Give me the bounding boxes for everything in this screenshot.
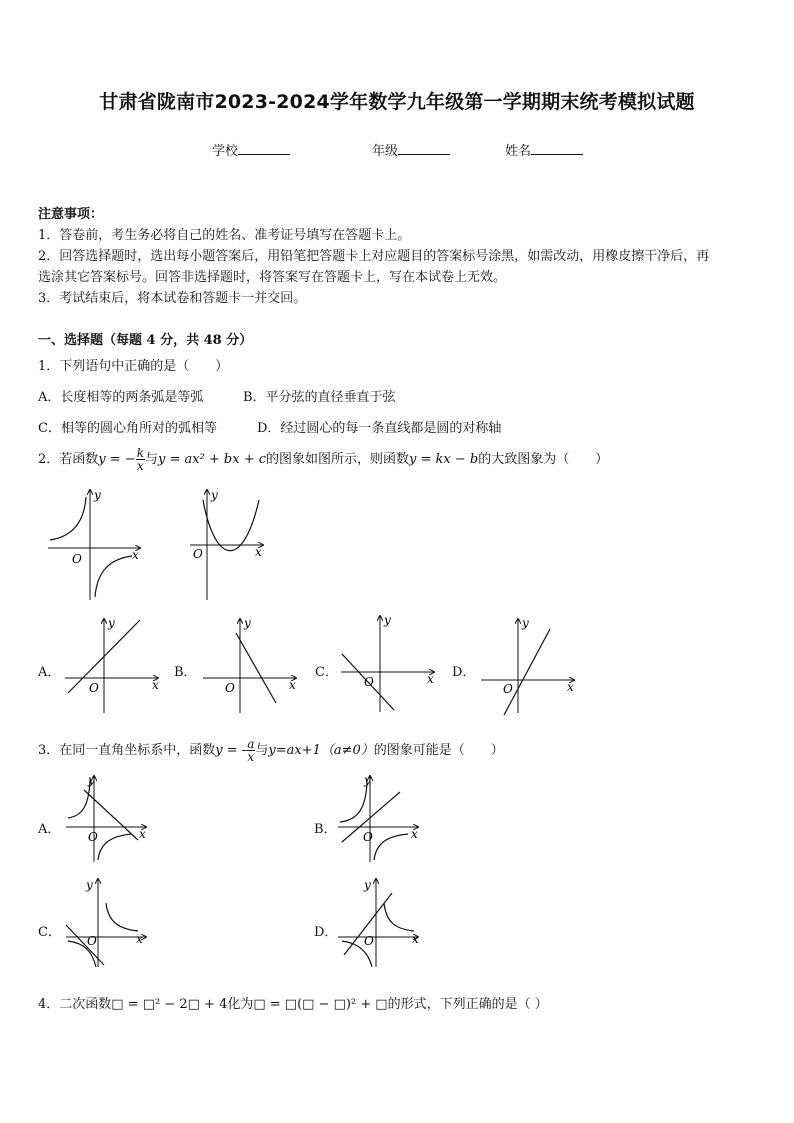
q3-linear: y=ax+1（a≠0） — [268, 743, 374, 758]
notice-item-2: 2．回答选择题时，选出每小题答案后，用铅笔把答题卡上对应题目的答案标号涂黑，如需改动，用橡皮擦干净后，再 — [38, 249, 710, 264]
axis-y-label: y — [211, 488, 218, 502]
axis-y-label: y — [108, 616, 115, 630]
axis-origin-label: O — [193, 547, 203, 561]
axis-x-label: x — [411, 827, 418, 841]
grade-blank[interactable] — [398, 142, 450, 155]
axis-origin-label: O — [87, 934, 97, 948]
notice-item-1: 1．答卷前，考生务必将自己的姓名、准考证号填写在答题卡上。 — [38, 228, 411, 243]
axis-origin-label: O — [89, 681, 99, 695]
grade-label: 年级 — [372, 144, 399, 159]
axis-origin-label: O — [363, 830, 373, 844]
section1-heading: 一、选择题（每题 4 分，共 48 分） — [38, 333, 253, 348]
q3-frac-den: x — [247, 750, 255, 764]
axis-origin-label: O — [503, 682, 513, 696]
notice-item-2-cont: 选涂其它答案标号。回答非选择题时，将答案写在答题卡上，写在本试卷上无效。 — [38, 270, 507, 285]
axis-y-label: y — [244, 616, 251, 630]
q1-option-d[interactable]: D．经过圆心的每一条直线都是圆的对称轴 — [257, 421, 502, 436]
axis-origin-label: O — [225, 681, 235, 695]
axis-origin-label: O — [88, 830, 98, 844]
q2-option-b-label[interactable]: B． — [174, 665, 197, 680]
axis-x-label: x — [152, 678, 159, 692]
axis-origin-label: O — [364, 934, 374, 948]
q1-stem: 1．下列语句中正确的是（ ） — [38, 359, 229, 374]
axis-y-label: y — [94, 488, 101, 502]
school-field[interactable] — [212, 140, 290, 159]
school-label: 学校 — [212, 144, 239, 159]
q3-and: 与 — [255, 743, 269, 758]
q2-given-parabola-graph — [185, 485, 275, 603]
q2-suffix: 的大致图象为（ ） — [478, 452, 609, 467]
q3-func-lhs: y = - — [215, 743, 247, 758]
axis-y-label: y — [364, 878, 371, 892]
q2-linear: y = kx − b — [409, 452, 479, 467]
axis-origin-label: O — [364, 675, 374, 689]
school-blank[interactable] — [238, 142, 290, 155]
axis-x-label: x — [412, 932, 419, 946]
q3-option-a-graph[interactable] — [62, 772, 157, 864]
name-blank[interactable] — [531, 142, 583, 155]
q2-option-c-label[interactable]: C． — [315, 665, 338, 680]
q1-option-b[interactable]: B．平分弦的直径垂直于弦 — [243, 390, 396, 405]
q1-option-a[interactable]: A．长度相等的两条弧是等弧 — [38, 390, 204, 405]
q1-option-c[interactable]: C．相等的圆心角所对的弧相等 — [38, 421, 217, 436]
q2-quadratic: y = ax² + bx + c — [157, 452, 267, 467]
grade-field[interactable] — [372, 140, 450, 159]
q2-given-hyperbola-graph — [40, 485, 150, 603]
q2-option-a-label[interactable]: A． — [38, 665, 61, 680]
q2-option-a-graph[interactable] — [60, 615, 165, 715]
axis-y-label: y — [88, 773, 95, 787]
name-label: 姓名 — [505, 144, 532, 159]
q4-stem: 4．二次函数□ = □² − 2□ + 4化为□ = □(□ − □)² + □的形式，下列正确的是（ ） — [38, 997, 548, 1012]
axis-x-label: x — [136, 932, 143, 946]
q2-option-b-graph[interactable] — [198, 615, 303, 715]
q3-option-c-graph[interactable] — [62, 875, 157, 970]
q2-frac-num: k — [136, 446, 144, 460]
axis-x-label: x — [255, 545, 262, 559]
q2-frac-den: x — [136, 459, 144, 473]
axis-x-label: x — [139, 827, 146, 841]
name-field[interactable] — [505, 140, 583, 159]
axis-x-label: x — [132, 548, 139, 562]
q3-option-c-label[interactable]: C． — [38, 925, 61, 940]
q3-prefix: 3．在同一直角坐标系中，函数 — [38, 743, 216, 758]
axis-y-label: y — [86, 878, 93, 892]
notice-item-3: 3．考试结束后，将本试卷和答题卡一并交回。 — [38, 291, 307, 306]
q2-middle: 的图象如图所示，则函数 — [266, 452, 410, 467]
q2-prefix: 2．若函数 — [38, 452, 99, 467]
q2-func-lhs: y = − — [98, 452, 136, 467]
q3-option-b-graph[interactable] — [334, 772, 429, 864]
q3-suffix: 的图象可能是（ ） — [373, 743, 504, 758]
q2-option-c-graph[interactable] — [336, 612, 446, 715]
q3-frac-num: a — [247, 737, 255, 751]
axis-x-label: x — [427, 672, 434, 686]
q3-fraction — [246, 738, 255, 763]
axis-y-label: y — [364, 773, 371, 787]
q3-stem — [38, 733, 504, 769]
q2-option-d-label[interactable]: D． — [452, 665, 476, 680]
axis-y-label: y — [384, 613, 391, 627]
page-title: 甘肃省陇南市2023-2024学年数学九年级第一学期期末统考模拟试题 — [99, 91, 695, 113]
q2-option-d-graph[interactable] — [476, 615, 581, 715]
q3-option-d-graph[interactable] — [334, 875, 429, 970]
axis-x-label: x — [567, 680, 574, 694]
q3-option-d-label[interactable]: D． — [314, 925, 338, 940]
axis-y-label: y — [522, 616, 529, 630]
q2-and: 与 — [144, 452, 158, 467]
q3-option-a-label[interactable]: A． — [38, 822, 61, 837]
axis-x-label: x — [289, 678, 296, 692]
notice-heading: 注意事项： — [38, 207, 104, 222]
q2-fraction — [136, 447, 145, 472]
q2-stem — [38, 442, 608, 478]
axis-origin-label: O — [72, 552, 82, 566]
q3-option-b-label[interactable]: B． — [314, 822, 337, 837]
